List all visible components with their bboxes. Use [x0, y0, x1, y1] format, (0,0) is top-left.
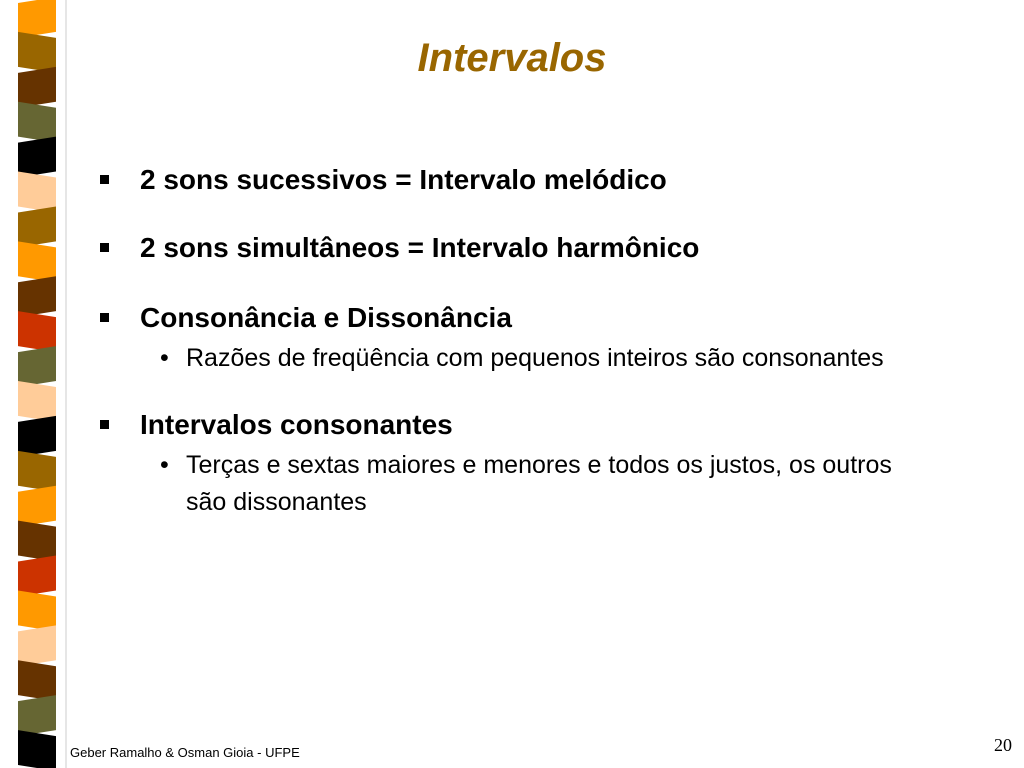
stripe-block — [18, 521, 56, 562]
stripe-block — [18, 730, 56, 768]
bullet-text: 2 sons simultâneos = Intervalo harmônico — [140, 232, 700, 263]
stripe-block — [18, 102, 56, 143]
stripe-block — [18, 556, 56, 597]
bullet-item — [100, 298, 980, 338]
bullet-text: Intervalos consonantes — [140, 409, 453, 440]
stripe-block — [18, 590, 56, 631]
bullet-item — [100, 405, 980, 445]
square-bullet-icon — [100, 175, 109, 184]
stripe-block — [18, 695, 56, 736]
bullet-text: Consonância e Dissonância — [140, 302, 512, 333]
slide-title: Intervalos — [417, 36, 607, 80]
stripe-block — [18, 451, 56, 492]
sub-bullet-text: Razões de freqüência com pequenos inteiros são consonantes — [186, 344, 884, 372]
bullet-item — [100, 228, 980, 268]
stripe-block — [18, 416, 56, 457]
stripe-block — [18, 206, 56, 247]
stripe-block — [18, 660, 56, 701]
stripe-block — [18, 486, 56, 527]
sub-bullet-item — [100, 340, 906, 377]
stripe-block — [18, 276, 56, 317]
footer-credit: Geber Ramalho & Osman Gioia - UFPE — [70, 745, 300, 760]
stripe-graphic — [0, 0, 80, 768]
stripe-block — [18, 172, 56, 213]
page-number: 20 — [994, 735, 1012, 755]
bullet-list — [100, 160, 980, 521]
stripe-block — [18, 137, 56, 178]
stripe-block — [18, 381, 56, 422]
square-bullet-icon — [100, 313, 109, 322]
stripe-block — [18, 346, 56, 387]
bullet-item — [100, 160, 980, 200]
stripe-block — [18, 311, 56, 352]
dot-bullet-icon: • — [160, 344, 169, 372]
stripe-block — [18, 625, 56, 666]
sub-bullet-item — [100, 447, 906, 521]
decorative-stripe — [0, 0, 80, 768]
dot-bullet-icon: • — [160, 451, 169, 479]
square-bullet-icon — [100, 243, 109, 252]
sub-bullet-text: Terças e sextas maiores e menores e todos os justos, os outros são dissonantes — [186, 451, 892, 516]
square-bullet-icon — [100, 420, 109, 429]
stripe-block — [18, 241, 56, 282]
bullet-text: 2 sons sucessivos = Intervalo melódico — [140, 164, 667, 195]
